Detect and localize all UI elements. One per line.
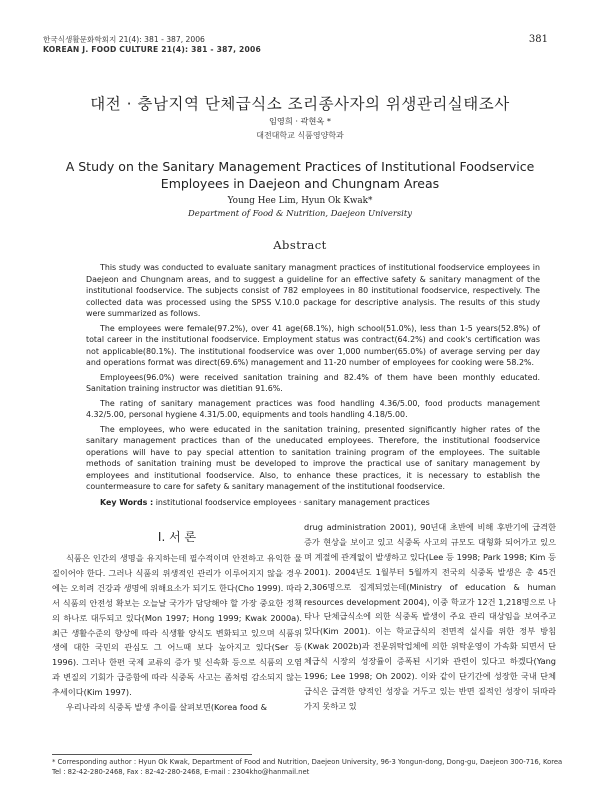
footnote — [52, 757, 562, 777]
abstract-paragraph: This study was conducted to evaluate sanitary managment practices of institutional foodservice employees in Daejeon and Chungnam areas, and to suggest a guideline for an effective safety & sanitary managment of the institutional foodservice. The subjects consist of 782 employees in 80 institutional foodservice, respectively. The collected data was processed using the SPSS V.10.0 package for descriptive analysis. The results of this study were summarized as follows. — [86, 263, 540, 318]
abstract-paragraph: The employees were female(97.2%), over 41 age(68.1%), high school(51.0%), less than 1-5 years(52.8%) of total career in the institutional foodservice. Employment status was contract(64.2%) and cook's certification was not applicable(80.1%). The institutional foodservice was over 1,000 number(65.0%) of average serving per day and operations format was direct(69.6%) management and 11-20 number of employees for cooking were 58.2%. — [86, 323, 540, 367]
keywords-text: institutional foodservice employees · sanitary management practices — [153, 497, 430, 507]
section-heading-introduction: I. 서 론 — [157, 530, 197, 544]
title-english-line1: A Study on the Sanitary Management Practices of Institutional Foodservice — [65, 159, 535, 174]
title-korean: 대전 · 충남지역 단체급식소 조리종사자의 위생관리실태조사 — [90, 95, 510, 113]
abstract-paragraph: Employees(96.0%) were received sanitation training and 82.4% of them have been monthly educated. Sanitation training instructor was dietitian 91.6%. — [86, 372, 540, 393]
footnote-line2: Tel : 82-42-280-2468, Fax : 82-42-280-2468, E-mail : 2304kho@hanmail.net — [52, 768, 310, 776]
left-column — [52, 551, 302, 715]
keywords — [86, 497, 540, 509]
keywords-label: Key Words : — [100, 497, 154, 507]
affiliation-korean: 대전대학교 식품영양학과 — [256, 131, 344, 140]
right-column — [304, 520, 556, 714]
journal-line-korean: 한국식생활문화학회지 21(4): 381 - 387, 2006 — [43, 35, 205, 44]
abstract-paragraph: The rating of sanitary management practices was food handling 4.36/5.00, food products management 4.32/5.00, personal hygiene 4.31/5.00, equipments and tools handling 4.18/5.00. — [86, 398, 540, 419]
footnote-rule — [52, 754, 252, 755]
journal-header — [43, 35, 261, 55]
body-paragraph: 우리나라의 식중독 발생 추이를 살펴보면(Korea food & — [66, 702, 267, 713]
abstract-body — [86, 262, 540, 511]
body-paragraph: 식품은 인간의 생명을 유지하는데 필수적이며 안전하고 유익한 물질이어야 한다. 그러나 식품의 위생적인 관리가 이루어지지 않을 경우에는 오히려 건강과 생명에 위해요소가 되기도 한다(Cho 1999). 따라서 식품의 안전성 확보는 오늘날 국가가 담당해야 할 가장 중요한 정책의 하나로 대두되고 있다(Mon 1997; Hong 1999; Kwak 2000a). 최근 생활수준의 향상에 따라 식생활 양식도 변화되고 있으며 식품위생에 대한 국민의 관심도 그 어느때 보다 높아지고 있다(Ser 등 1996). 그러나 한편 국제 교류의 증가 및 신속화 등으로 식품의 오염과 변질의 기회가 급증함에 따라 식중독 사고는 좀처럼 감소되지 않는 추세이다(Kim 1997). — [52, 553, 302, 698]
affiliation-english: Department of Food & Nutrition, Daejeon University — [188, 208, 412, 218]
title-english-line2: Employees in Daejeon and Chungnam Areas — [160, 176, 440, 191]
title-english — [0, 158, 600, 192]
page-number: 381 — [528, 34, 548, 45]
abstract-heading: Abstract — [273, 238, 327, 252]
journal-line-english: KOREAN J. FOOD CULTURE 21(4): 381 - 387, 2006 — [43, 45, 261, 54]
body-paragraph: drug administration 2001), 90년대 초반에 비해 후반기에 급격한 증가 현상을 보이고 있고 식중독 사고의 규모도 대형화 되어가고 있으며 계절에 관계없이 발생하고 있다(Lee 등 1998; Park 1998; Kim 등 2001). 2004년도 1월부터 5월까지 전국의 식중독 발생은 총 45건 2,306명으로 집계되었는데(Ministry of education & human resources development 2004), 이중 학교가 12건 1,218명으로 나타나 단체급식소에 의한 식중독 발생이 주요 관리 대상임을 보여주고 있다(Kim 2001). 이는 학교급식의 전면적 실시를 위한 정부 방침(Kwak 2002b)과 전문위탁업체에 의한 위탁운영이 가속화 되면서 단체급식 시장의 성장률이 증폭된 시기와 관련이 있다고 하겠다(Yang 1996; Lee 1998; Oh 2002). 이와 같이 단기간에 성장한 국내 단체급식은 급격한 양적인 성장을 거두고 있는 반면 질적인 성장이 뒤따라가지 못하고 있 — [304, 522, 556, 711]
authors-english: Young Hee Lim, Hyun Ok Kwak* — [227, 196, 373, 206]
abstract-paragraph: The employees, who were educated in the sanitation training, presented significantly higher rates of the sanitary management practices than of the uneducated employees. Therefore, the institutional foodservice operations will have to pay special attention to sanitation training program of the employees. The suitable methods of sanitation training must be developed to improve the practical use of sanitary management by employees and institutional foodservice. Also, to enhance these practices, it is necessary to establish the countermeasure to care for safety & sanitary management of the institutional foodservice. — [86, 424, 540, 491]
authors-korean: 임영희 · 곽현옥 * — [269, 116, 331, 126]
footnote-line1: * Corresponding author : Hyun Ok Kwak, Department of Food and Nutrition, Daejeon University, 96-3 Yongun-dong, Dong-gu, Daejeon 300-716, Korea — [52, 758, 563, 766]
